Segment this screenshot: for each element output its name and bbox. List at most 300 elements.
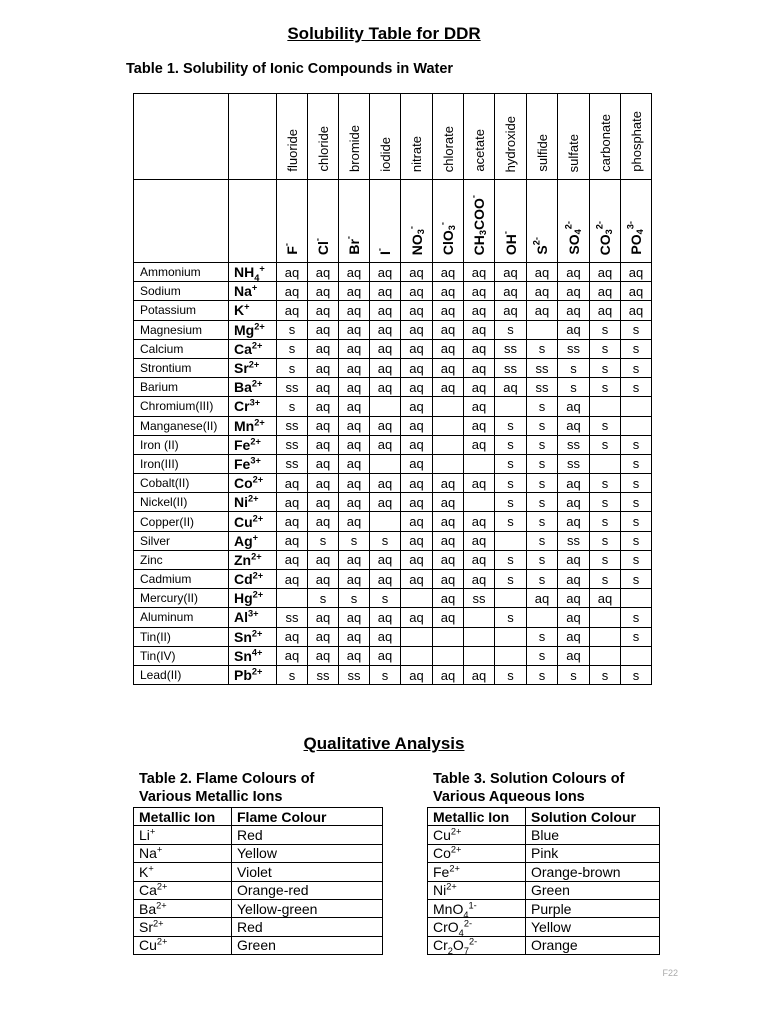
solubility-cell: aq <box>590 282 621 301</box>
anion-formula-header <box>527 180 558 263</box>
solubility-cell: ss <box>495 339 527 358</box>
solubility-cell: aq <box>401 358 433 377</box>
solubility-cell <box>433 454 464 473</box>
anion-formula <box>468 191 488 259</box>
metallic-ion <box>134 863 232 881</box>
solubility-cell <box>464 608 495 627</box>
flame-colour: Red <box>232 826 383 844</box>
solubility-cell: aq <box>308 435 339 454</box>
solubility-cell <box>621 397 652 416</box>
solubility-cell: aq <box>339 320 370 339</box>
solubility-cell: aq <box>433 301 464 320</box>
formula-symbol: Sn <box>234 647 252 664</box>
solubility-cell: aq <box>527 301 558 320</box>
solubility-cell: s <box>370 531 401 550</box>
table-row <box>134 358 652 377</box>
formula-subscript: 4 <box>463 909 469 920</box>
solubility-cell: aq <box>308 378 339 397</box>
solubility-cell: s <box>621 435 652 454</box>
solubility-cell: aq <box>558 627 590 646</box>
solubility-cell: aq <box>339 378 370 397</box>
anion-formula <box>405 222 426 259</box>
cation-formula <box>229 263 277 282</box>
solubility-cell: s <box>621 320 652 339</box>
solubility-cell: aq <box>308 339 339 358</box>
solubility-cell: aq <box>433 263 464 282</box>
solubility-cell <box>464 493 495 512</box>
solubility-cell: aq <box>370 493 401 512</box>
cation-formula <box>229 378 277 397</box>
table-row <box>134 512 652 531</box>
solubility-cell: s <box>590 570 621 589</box>
solubility-cell: aq <box>464 531 495 550</box>
cation-name: Barium <box>134 378 229 397</box>
solubility-cell: s <box>590 665 621 684</box>
formula-symbol: MnO <box>433 900 464 917</box>
table-header-row <box>428 808 660 826</box>
anion-formula-header <box>339 180 370 263</box>
solubility-cell: ss <box>277 378 308 397</box>
flame-colour: Green <box>232 936 383 954</box>
formula-symbol: Pb <box>234 667 252 684</box>
solubility-cell: aq <box>401 416 433 435</box>
anion-name-header <box>401 94 433 180</box>
table-row <box>134 665 652 684</box>
formula-symbol: Co <box>234 475 253 492</box>
solubility-cell: aq <box>308 627 339 646</box>
solubility-cell: ss <box>558 339 590 358</box>
solubility-cell <box>527 608 558 627</box>
formula-symbol: Ag <box>234 532 253 549</box>
formula-symbol: CO <box>597 234 613 255</box>
formula-symbol: Cu <box>139 937 157 954</box>
solubility-cell: s <box>495 474 527 493</box>
formula-superscript: 2+ <box>450 826 462 837</box>
solution-colour: Pink <box>526 844 660 862</box>
solubility-cell: ss <box>495 358 527 377</box>
cation-formula <box>229 416 277 435</box>
formula-symbol: Cr <box>234 398 250 415</box>
solubility-cell: ss <box>527 358 558 377</box>
metallic-ion <box>134 881 232 899</box>
formula-symbol: CrO <box>433 919 459 936</box>
solubility-cell: aq <box>308 550 339 569</box>
table-row <box>134 589 652 608</box>
formula-superscript: + <box>244 301 250 312</box>
formula-superscript: 2+ <box>248 493 259 504</box>
page-title: Solubility Table for DDR <box>287 24 481 43</box>
solubility-cell: ss <box>464 589 495 608</box>
cation-formula <box>229 646 277 665</box>
formula-symbol: Cd <box>234 571 253 588</box>
cation-name: Cobalt(II) <box>134 474 229 493</box>
formula-symbol: O <box>452 937 464 954</box>
cation-formula <box>229 512 277 531</box>
formula-superscript: 2+ <box>251 551 262 562</box>
solubility-cell: aq <box>464 570 495 589</box>
solubility-cell <box>401 627 433 646</box>
solubility-cell <box>590 454 621 473</box>
formula-symbol: Sn <box>234 628 252 645</box>
solubility-cell: s <box>621 608 652 627</box>
solubility-cell: aq <box>433 550 464 569</box>
formula-symbol: Br <box>346 239 362 255</box>
formula-superscript: 2+ <box>153 918 164 929</box>
formula-symbol: Fe <box>433 863 450 880</box>
metallic-ion <box>428 863 526 881</box>
solubility-cell: aq <box>558 493 590 512</box>
solubility-cell: aq <box>464 665 495 684</box>
formula-subscript: 4 <box>634 229 645 235</box>
solubility-cell: s <box>527 474 558 493</box>
corner-cell <box>229 180 277 263</box>
cation-name: Manganese(II) <box>134 416 229 435</box>
solubility-cell: aq <box>433 320 464 339</box>
table-row <box>134 282 652 301</box>
solubility-cell: aq <box>464 512 495 531</box>
anion-formula-header <box>464 180 495 263</box>
solubility-cell: aq <box>308 282 339 301</box>
cation-formula <box>229 320 277 339</box>
table-row <box>134 454 652 473</box>
formula-superscript: 3+ <box>249 397 261 408</box>
solubility-cell: s <box>495 493 527 512</box>
solubility-cell: aq <box>401 378 433 397</box>
flame-colour: Yellow <box>232 844 383 862</box>
solubility-cell: aq <box>558 570 590 589</box>
formula-superscript: + <box>259 263 265 274</box>
anion-formula <box>625 217 645 259</box>
table-row <box>134 474 652 493</box>
solubility-cell: s <box>495 608 527 627</box>
solubility-cell: s <box>558 358 590 377</box>
solubility-cell: s <box>527 627 558 646</box>
solubility-cell: aq <box>401 282 433 301</box>
solubility-cell <box>495 397 527 416</box>
solubility-cell: s <box>277 320 308 339</box>
cation-formula <box>229 589 277 608</box>
formula-symbol: Cu <box>234 513 253 530</box>
solubility-cell: aq <box>401 454 433 473</box>
solubility-cell: aq <box>590 301 621 320</box>
formula-superscript: 2+ <box>254 416 265 427</box>
anion-name: chlorate <box>440 125 456 172</box>
solubility-cell <box>621 646 652 665</box>
formula-superscript: - <box>437 221 448 225</box>
metallic-ion <box>428 918 526 936</box>
solubility-cell: aq <box>339 339 370 358</box>
solubility-cell: s <box>527 531 558 550</box>
formula-superscript: 2+ <box>156 899 167 910</box>
solubility-cell: aq <box>308 512 339 531</box>
solubility-cell: aq <box>433 474 464 493</box>
formula-superscript: 2+ <box>449 863 460 874</box>
solubility-cell: s <box>277 358 308 377</box>
solubility-table <box>133 93 652 685</box>
qualitative-analysis-title: Qualitative Analysis <box>303 734 465 753</box>
table-row <box>134 416 652 435</box>
solubility-cell <box>590 627 621 646</box>
solubility-cell: s <box>527 435 558 454</box>
corner-cell <box>134 180 229 263</box>
formula-symbol: Cr <box>433 937 448 954</box>
cation-name: Tin(II) <box>134 627 229 646</box>
anion-formula-header <box>558 180 590 263</box>
anion-formula <box>531 233 550 259</box>
formula-superscript: - <box>374 248 385 252</box>
solubility-cell: aq <box>308 454 339 473</box>
solubility-cell: aq <box>370 416 401 435</box>
solubility-cell: aq <box>308 358 339 377</box>
solubility-cell: aq <box>370 339 401 358</box>
solubility-cell: aq <box>527 263 558 282</box>
solubility-cell: s <box>527 570 558 589</box>
anion-formula-header <box>495 180 527 263</box>
solubility-cell: aq <box>339 263 370 282</box>
formula-symbol: Ni <box>433 882 447 899</box>
anion-name-header <box>433 94 464 180</box>
solubility-cell: ss <box>527 378 558 397</box>
solubility-cell: aq <box>464 320 495 339</box>
solubility-cell: aq <box>433 378 464 397</box>
formula-subscript: 3 <box>446 224 457 231</box>
solubility-cell: aq <box>370 435 401 454</box>
anion-name: sulfide <box>534 134 550 172</box>
solubility-cell <box>590 646 621 665</box>
formula-superscript: - <box>468 194 479 198</box>
solubility-cell: aq <box>370 474 401 493</box>
formula-superscript: + <box>149 826 156 837</box>
solubility-cell: aq <box>558 416 590 435</box>
cation-name: Aluminum <box>134 608 229 627</box>
solubility-cell: aq <box>339 570 370 589</box>
solubility-cell: aq <box>308 570 339 589</box>
solubility-cell: s <box>621 627 652 646</box>
table2-caption-line2: Various Metallic Ions <box>139 789 283 805</box>
solubility-cell: aq <box>339 282 370 301</box>
table-row <box>428 936 660 954</box>
solubility-cell: s <box>308 531 339 550</box>
solubility-cell: aq <box>339 646 370 665</box>
solubility-cell: s <box>527 339 558 358</box>
solubility-cell <box>433 397 464 416</box>
anion-name-header <box>527 94 558 180</box>
anion-name-header <box>370 94 401 180</box>
solubility-cell: aq <box>401 665 433 684</box>
anion-formula <box>312 234 331 259</box>
solubility-cell: aq <box>277 263 308 282</box>
solubility-cell: aq <box>308 646 339 665</box>
solubility-cell: aq <box>558 320 590 339</box>
solubility-cell: aq <box>464 378 495 397</box>
solubility-cell: aq <box>464 397 495 416</box>
anion-name: acetate <box>471 129 487 172</box>
solubility-cell: aq <box>339 416 370 435</box>
formula-superscript: 2+ <box>156 936 168 947</box>
solubility-cell <box>527 320 558 339</box>
solubility-cell: s <box>527 493 558 512</box>
formula-superscript: + <box>252 532 259 543</box>
formula-symbol: Mg <box>234 321 255 338</box>
solubility-cell: aq <box>370 627 401 646</box>
formula-subscript: 7 <box>463 946 469 957</box>
solubility-cell: s <box>495 550 527 569</box>
solubility-cell <box>370 454 401 473</box>
solubility-cell <box>433 646 464 665</box>
solubility-cell: aq <box>401 608 433 627</box>
table3-caption <box>433 770 624 806</box>
solubility-cell: aq <box>339 301 370 320</box>
anion-formula <box>499 227 519 259</box>
solubility-cell <box>464 454 495 473</box>
metallic-ion <box>428 881 526 899</box>
solubility-cell: aq <box>464 550 495 569</box>
cation-name: Potassium <box>134 301 229 320</box>
cation-name: Zinc <box>134 550 229 569</box>
solubility-cell: s <box>621 512 652 531</box>
cation-name: Cadmium <box>134 570 229 589</box>
table2-caption-line1: Table 2. Flame Colours of <box>139 771 315 787</box>
solution-colour: Yellow <box>526 918 660 936</box>
solubility-cell: aq <box>308 263 339 282</box>
solution-colour-table <box>427 807 660 955</box>
solubility-cell: aq <box>495 282 527 301</box>
formula-symbol: Ba <box>234 379 252 396</box>
anion-formula-header <box>370 180 401 263</box>
solubility-cell: aq <box>433 608 464 627</box>
cation-name: Ammonium <box>134 263 229 282</box>
solubility-cell: aq <box>370 282 401 301</box>
formula-superscript: - <box>343 236 354 240</box>
solubility-cell <box>370 512 401 531</box>
cation-formula <box>229 493 277 512</box>
table-row <box>134 435 652 454</box>
table-row <box>428 844 660 862</box>
table-row <box>134 918 383 936</box>
formula-superscript: 2+ <box>251 378 263 389</box>
solubility-cell <box>590 397 621 416</box>
solubility-cell <box>621 589 652 608</box>
anion-name: carbonate <box>597 114 613 172</box>
solubility-cell: s <box>590 358 621 377</box>
formula-symbol: Hg <box>234 590 253 607</box>
solubility-cell: s <box>370 589 401 608</box>
solubility-cell: aq <box>277 627 308 646</box>
solubility-cell: aq <box>464 358 495 377</box>
solubility-cell: s <box>621 474 652 493</box>
cation-name: Iron(III) <box>134 454 229 473</box>
solubility-cell <box>590 608 621 627</box>
formula-superscript: 2+ <box>251 340 263 351</box>
solubility-cell: aq <box>277 512 308 531</box>
solubility-cell: aq <box>464 282 495 301</box>
solubility-cell: aq <box>370 608 401 627</box>
solubility-cell: aq <box>558 301 590 320</box>
solubility-cell: s <box>621 378 652 397</box>
formula-superscript: - <box>499 230 510 234</box>
solubility-cell: aq <box>558 474 590 493</box>
formula-symbol: Ca <box>139 882 157 899</box>
formula-superscript: 2- <box>594 220 605 229</box>
anion-name: bromide <box>346 125 362 172</box>
formula-symbol: I <box>377 251 393 255</box>
solubility-cell <box>464 646 495 665</box>
solubility-cell: s <box>495 570 527 589</box>
solubility-cell <box>401 646 433 665</box>
solubility-cell: aq <box>339 627 370 646</box>
solubility-cell: aq <box>558 589 590 608</box>
anion-formula-header <box>401 180 433 263</box>
corner-cell <box>134 94 229 180</box>
formula-superscript: 2+ <box>252 570 264 581</box>
solubility-cell: aq <box>401 435 433 454</box>
solubility-cell: aq <box>433 570 464 589</box>
solubility-cell: s <box>590 550 621 569</box>
formula-superscript: 3- <box>625 221 636 230</box>
solubility-cell: aq <box>558 282 590 301</box>
anion-name: chloride <box>315 126 331 172</box>
formula-symbol: K <box>234 302 245 319</box>
metallic-ion <box>428 899 526 920</box>
formula-symbol: SO <box>565 234 582 255</box>
formula-superscript: 2+ <box>251 666 263 677</box>
header-metallic-ion: Metallic Ion <box>428 808 526 826</box>
solubility-cell: s <box>590 474 621 493</box>
solution-colour: Purple <box>526 899 660 917</box>
anion-name-header <box>339 94 370 180</box>
formula-superscript: - <box>405 225 416 229</box>
table-row <box>134 936 383 954</box>
solubility-cell: aq <box>308 301 339 320</box>
cation-formula <box>229 474 277 493</box>
solubility-cell: aq <box>339 454 370 473</box>
table-row <box>134 320 652 339</box>
formula-superscript: - <box>312 237 323 241</box>
solubility-cell: aq <box>495 263 527 282</box>
cation-name: Sodium <box>134 282 229 301</box>
solubility-cell: s <box>621 454 652 473</box>
solubility-cell <box>464 627 495 646</box>
formula-superscript: 4+ <box>251 647 263 658</box>
table3-caption-line1: Table 3. Solution Colours of <box>433 771 625 787</box>
solubility-cell: aq <box>464 339 495 358</box>
solubility-cell: aq <box>433 531 464 550</box>
solubility-cell: aq <box>401 493 433 512</box>
header-metallic-ion: Metallic Ion <box>134 808 232 826</box>
solubility-cell <box>495 627 527 646</box>
formula-superscript: 3+ <box>248 608 259 619</box>
solubility-cell: aq <box>558 646 590 665</box>
corner-cell <box>229 94 277 180</box>
table-row <box>134 899 383 917</box>
formula-superscript: + <box>156 844 163 855</box>
solution-colour: Orange <box>526 936 660 954</box>
solubility-cell: aq <box>495 378 527 397</box>
formula-symbol: Na <box>234 283 252 300</box>
table-row <box>134 844 383 862</box>
cation-name: Iron (II) <box>134 435 229 454</box>
solubility-cell: aq <box>590 263 621 282</box>
solubility-cell: aq <box>527 589 558 608</box>
solubility-cell: s <box>527 454 558 473</box>
solubility-cell <box>433 416 464 435</box>
anion-name: iodide <box>377 137 393 172</box>
solubility-cell: s <box>495 512 527 531</box>
formula-symbol: S <box>534 245 550 255</box>
anion-formula <box>343 232 362 259</box>
solubility-cell: aq <box>370 301 401 320</box>
formula-subscript: 4 <box>254 272 260 282</box>
